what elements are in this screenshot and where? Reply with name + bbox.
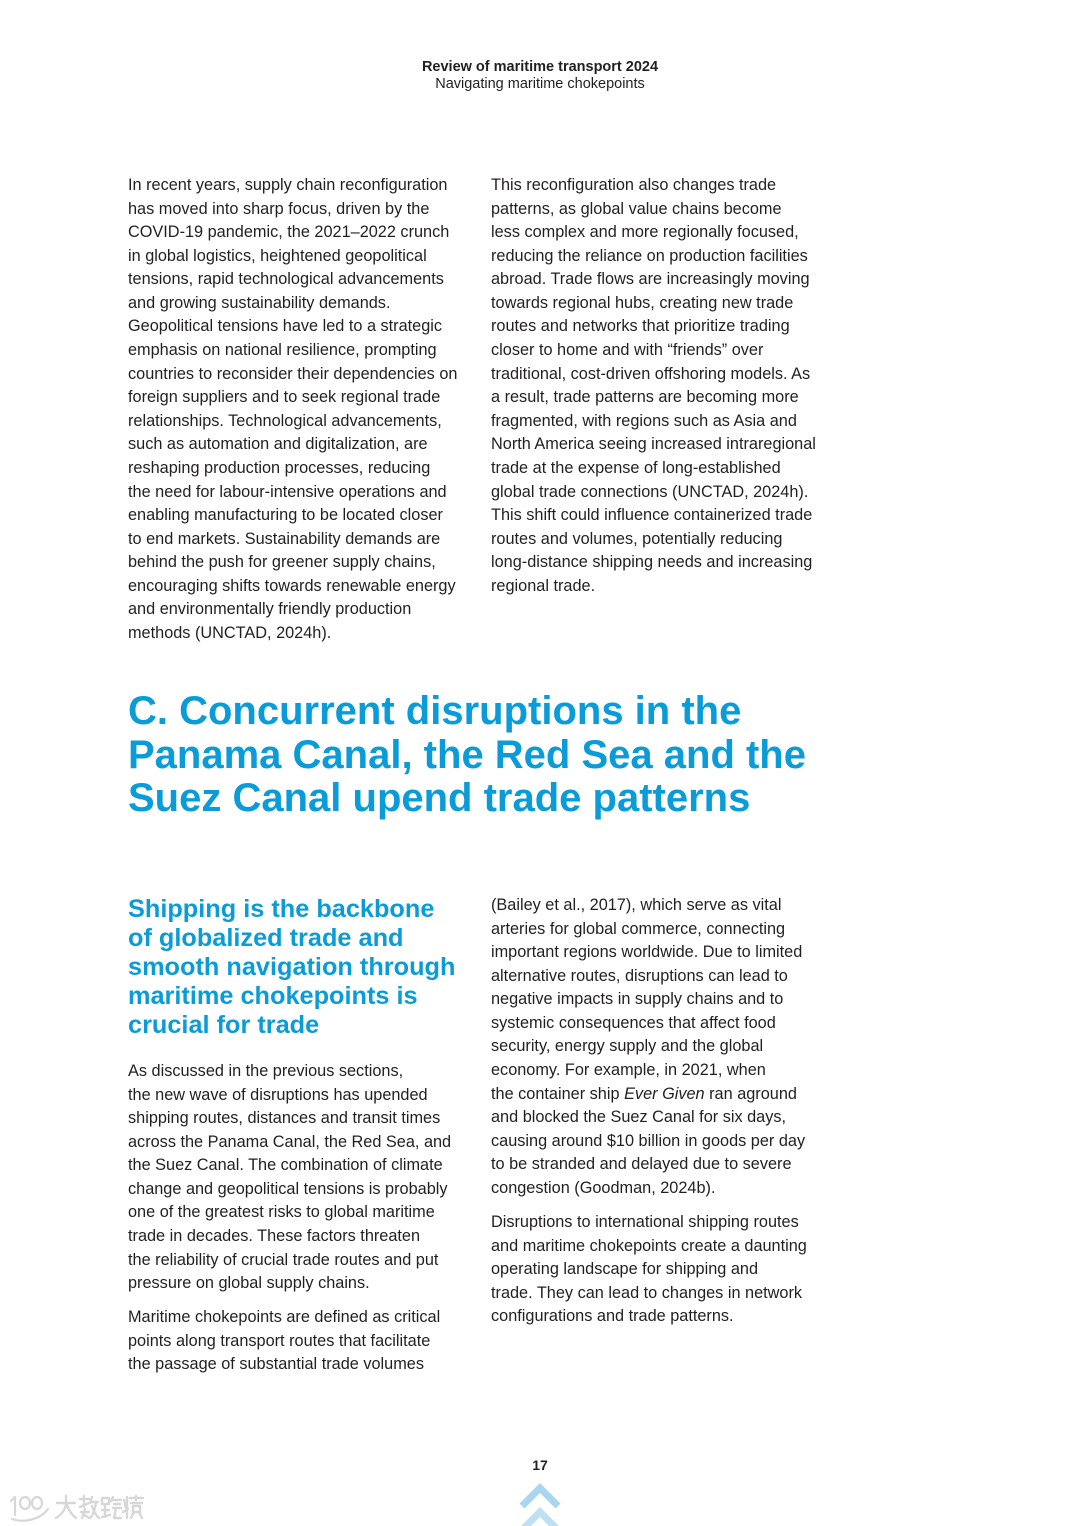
body-text-line: across the Panama Canal, the Red Sea, and [128,1132,452,1151]
body-text-line: has moved into sharp focus, driven by the [128,199,430,218]
body-text-line: to be stranded and delayed due to severe [491,1155,792,1174]
body-text-line: enabling manufacturing to be located closer [128,506,443,525]
watermark [6,1490,146,1524]
body-text-line: operating landscape for shipping and [491,1260,759,1279]
body-text-line: As discussed in the previous sections, [128,1062,404,1080]
body-text-line: fragmented, with regions such as Asia and [491,411,797,430]
body-text-line [491,1083,807,1107]
body-text-line: patterns, as global value chains become [491,199,782,218]
body-text-line: configurations and trade patterns. [491,1307,734,1326]
sub-heading-line: Shipping is the backbone [128,895,435,923]
page-number: 17 [532,1457,548,1473]
body-text-line: the passage of substantial trade volumes [128,1355,424,1374]
chapter-title: Navigating maritime chokepoints [435,75,645,92]
body-text-line: methods (UNCTAD, 2024h). [128,623,332,642]
intro-left-paragraph [128,174,457,646]
section-heading-line: Suez Canal upend trade patterns [128,776,751,820]
section-heading [128,690,806,821]
body-text-line: arteries for global commerce, connecting [491,919,786,938]
paragraph [491,1211,807,1329]
lower-left-column [128,1060,451,1377]
body-text-line: congestion (Goodman, 2024b). [491,1178,716,1197]
publication-title: Review of maritime transport 2024 [421,58,659,75]
body-text-line: countries to reconsider their dependencies on [128,364,458,383]
body-text-line: trade in decades. These factors threaten [128,1227,421,1246]
body-text-line: economy. For example, in 2021, when [491,1061,766,1080]
body-text-line: and growing sustainability demands. [128,293,391,312]
body-text-line: encouraging shifts towards renewable energy [128,576,456,595]
body-text-line: abroad. Trade flows are increasingly moving [491,270,810,289]
paragraph [128,1306,451,1377]
lower-right-column [491,894,807,1329]
body-text-line: emphasis on national resilience, prompting [128,341,437,360]
body-text-line: trade. They can lead to changes in network [491,1283,803,1302]
body-text-line: and maritime chokepoints create a daunting [491,1236,807,1255]
body-text-line: shipping routes, distances and transit times [128,1109,441,1128]
body-text-line: trade at the expense of long-established [491,458,781,477]
body-text-line: tensions, rapid technological advancements [128,270,444,289]
paragraph [491,894,807,1201]
body-text-line: behind the push for greener supply chains, [128,553,436,572]
body-text-line: security, energy supply and the global [491,1037,764,1056]
text-segment: ran aground [704,1084,797,1103]
body-text-line: such as automation and digitalization, are [128,435,428,454]
body-text-line: closer to home and with “friends” over [491,341,764,360]
body-text-line: North America seeing increased intraregional [491,435,816,454]
body-text-line: and blocked the Suez Canal for six days, [491,1108,787,1127]
body-text-line: towards regional hubs, creating new trade [491,293,794,312]
body-text-line: alternative routes, disruptions can lead to [491,966,788,985]
intro-right-paragraph [491,174,816,598]
body-text-line: This reconfiguration also changes trade [491,176,777,194]
body-text-line: points along transport routes that facilitate [128,1331,431,1350]
body-text-line: This shift could influence containerized trade [491,506,813,525]
sub-heading-line: crucial for trade [128,1011,320,1039]
italic-text: Ever Given [624,1084,705,1103]
body-text-line: traditional, cost-driven offshoring models. As [491,364,811,383]
body-text-line: a result, trade patterns are becoming more [491,388,799,407]
body-text-line: negative impacts in supply chains and to [491,990,784,1009]
body-text-line: systemic consequences that affect food [491,1013,776,1032]
body-text-line: reducing the reliance on production facilities [491,246,808,265]
body-text-line: the new wave of disruptions has upended [128,1085,428,1104]
sub-heading-line: of globalized trade and [128,924,404,952]
body-text-line: pressure on global supply chains. [128,1274,370,1293]
watermark-lettering [56,1496,143,1518]
body-text-line: causing around $10 billion in goods per day [491,1131,806,1150]
body-text-line: Maritime chokepoints are defined as critical [128,1308,441,1327]
sub-heading-line: maritime chokepoints is [128,982,418,1010]
body-text-line: less complex and more regionally focused, [491,223,799,242]
body-text-line: routes and volumes, potentially reducing [491,529,783,548]
body-text-line: (Bailey et al., 2017), which serve as vital [491,896,782,914]
body-text-line: to end markets. Sustainability demands are [128,529,441,548]
paragraph [128,1060,451,1296]
body-text-line: In recent years, supply chain reconfiguration [128,176,448,194]
body-text-line: global trade connections (UNCTAD, 2024h). [491,482,809,501]
body-text-line: relationships. Technological advancements, [128,411,442,430]
sub-heading [128,895,455,1040]
section-heading-line: C. Concurrent disruptions in the [128,689,742,733]
running-header [0,59,1080,93]
watermark-logo-icon [6,1490,146,1524]
text-segment: the container ship [491,1084,625,1103]
sub-heading-line: smooth navigation through [128,953,456,981]
body-text-line: change and geopolitical tensions is probably [128,1179,448,1198]
body-text-line: long-distance shipping needs and increasing [491,553,813,572]
body-text-line: the Suez Canal. The combination of climate [128,1156,443,1175]
body-text-line: one of the greatest risks to global maritime [128,1203,435,1222]
body-text-line: the need for labour-intensive operations and [128,482,447,501]
body-text-line: Disruptions to international shipping routes [491,1213,799,1232]
body-text-line: the reliability of crucial trade routes and put [128,1250,439,1269]
section-heading-line: Panama Canal, the Red Sea and the [128,732,806,777]
body-text-line: and environmentally friendly production [128,600,412,619]
body-text-line: reshaping production processes, reducing [128,458,431,477]
double-chevron-up-icon[interactable] [518,1482,562,1526]
body-text-line: routes and networks that prioritize trading [491,317,790,336]
body-text-line: important regions worldwide. Due to limited [491,943,803,962]
body-text-line: in global logistics, heightened geopolitical [128,246,427,265]
body-text-line: regional trade. [491,576,596,595]
body-text-line: COVID-19 pandemic, the 2021–2022 crunch [128,223,450,242]
body-text-line: foreign suppliers and to seek regional trade [128,388,441,407]
body-text-line: Geopolitical tensions have led to a strategic [128,317,443,336]
